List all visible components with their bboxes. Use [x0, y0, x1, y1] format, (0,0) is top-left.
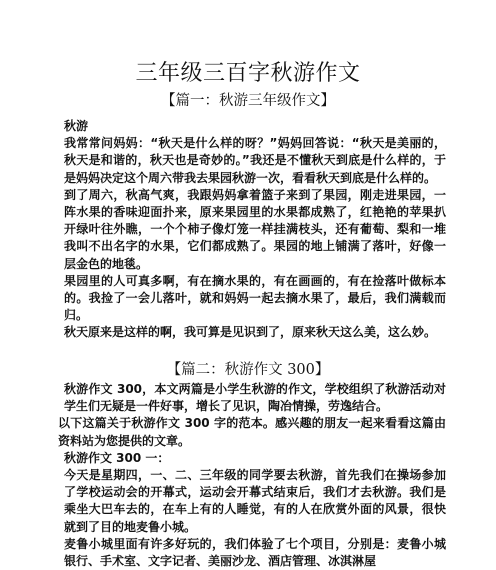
paragraph: 以下这篇关于秋游作文 300 字的范本。感兴趣的朋友一起来看看这篇由资料站为您提供的文章。 [58, 416, 446, 448]
paragraph: 到了周六，秋高气爽，我跟妈妈拿着篮子来到了果园，刚走进果园，一阵水果的香味迎面扑来，原来果园里的水果都成熟了，红艳艳的苹果扒开绿叶往外瞧，一个个柿子像灯笼一样挂满枝头，还有葡萄、梨和一堆我叫不出名字的水果，它们都成熟了。果园的地上铺满了落叶，好像一层金色的地毯。 [64, 187, 446, 271]
section-heading-2: 【篇二：秋游作文 300】 [166, 362, 330, 378]
section-2-subtitle: 秋游作文 300 一： [64, 450, 170, 465]
paragraph: 麦鲁小城里面有许多好玩的，我们体验了七个项目，分别是：麦鲁小城银行、手术室、文字记者、美丽沙龙、酒店管理、冰淇淋屋 [64, 536, 446, 569]
paragraph: 我常常问妈妈：“秋天是什么样的呀？”妈妈回答说：“秋天是美丽的，秋天是和谐的，秋天也是奇妙的。”我还是不懂秋天到底是什么样的，于是妈妈决定这个周六带我去果园秋游一次，看看秋天到底是什么样的。 [64, 136, 446, 185]
section-1-subtitle: 秋游 [64, 119, 89, 133]
paragraph: 果园里的人可真多啊，有在摘水果的，有在画画的，有在捡落叶做标本的。我捡了一会儿落叶，就和妈妈一起去摘水果了，最后，我们满载而归。 [64, 273, 446, 323]
paragraph: 今天是星期四，一、二、三年级的同学要去秋游，首先我们在操场参加了学校运动会的开幕式，运动会开幕式结束后，我们才去秋游。我们是乘坐大巴车去的，在车上有的人睡觉，有的人在欣赏外面的风景，很快就到了目的地麦鲁小城。 [64, 468, 446, 534]
section-heading-1: 【篇一：秋游三年级作文】 [161, 93, 335, 109]
section-1-body [58, 118, 446, 342]
section-2-body [58, 381, 446, 570]
paragraph: 秋游作文 300，本文两篇是小学生秋游的作文，学校组织了秋游活动对学生们无疑是一件好事，增长了见识，陶冶情操，劳逸结合。 [64, 382, 446, 414]
page-title: 三年级三百字秋游作文 [135, 61, 361, 86]
paragraph: 秋天原来是这样的啊，我可算是见识到了，原来秋天这么美，这么妙。 [64, 325, 437, 340]
